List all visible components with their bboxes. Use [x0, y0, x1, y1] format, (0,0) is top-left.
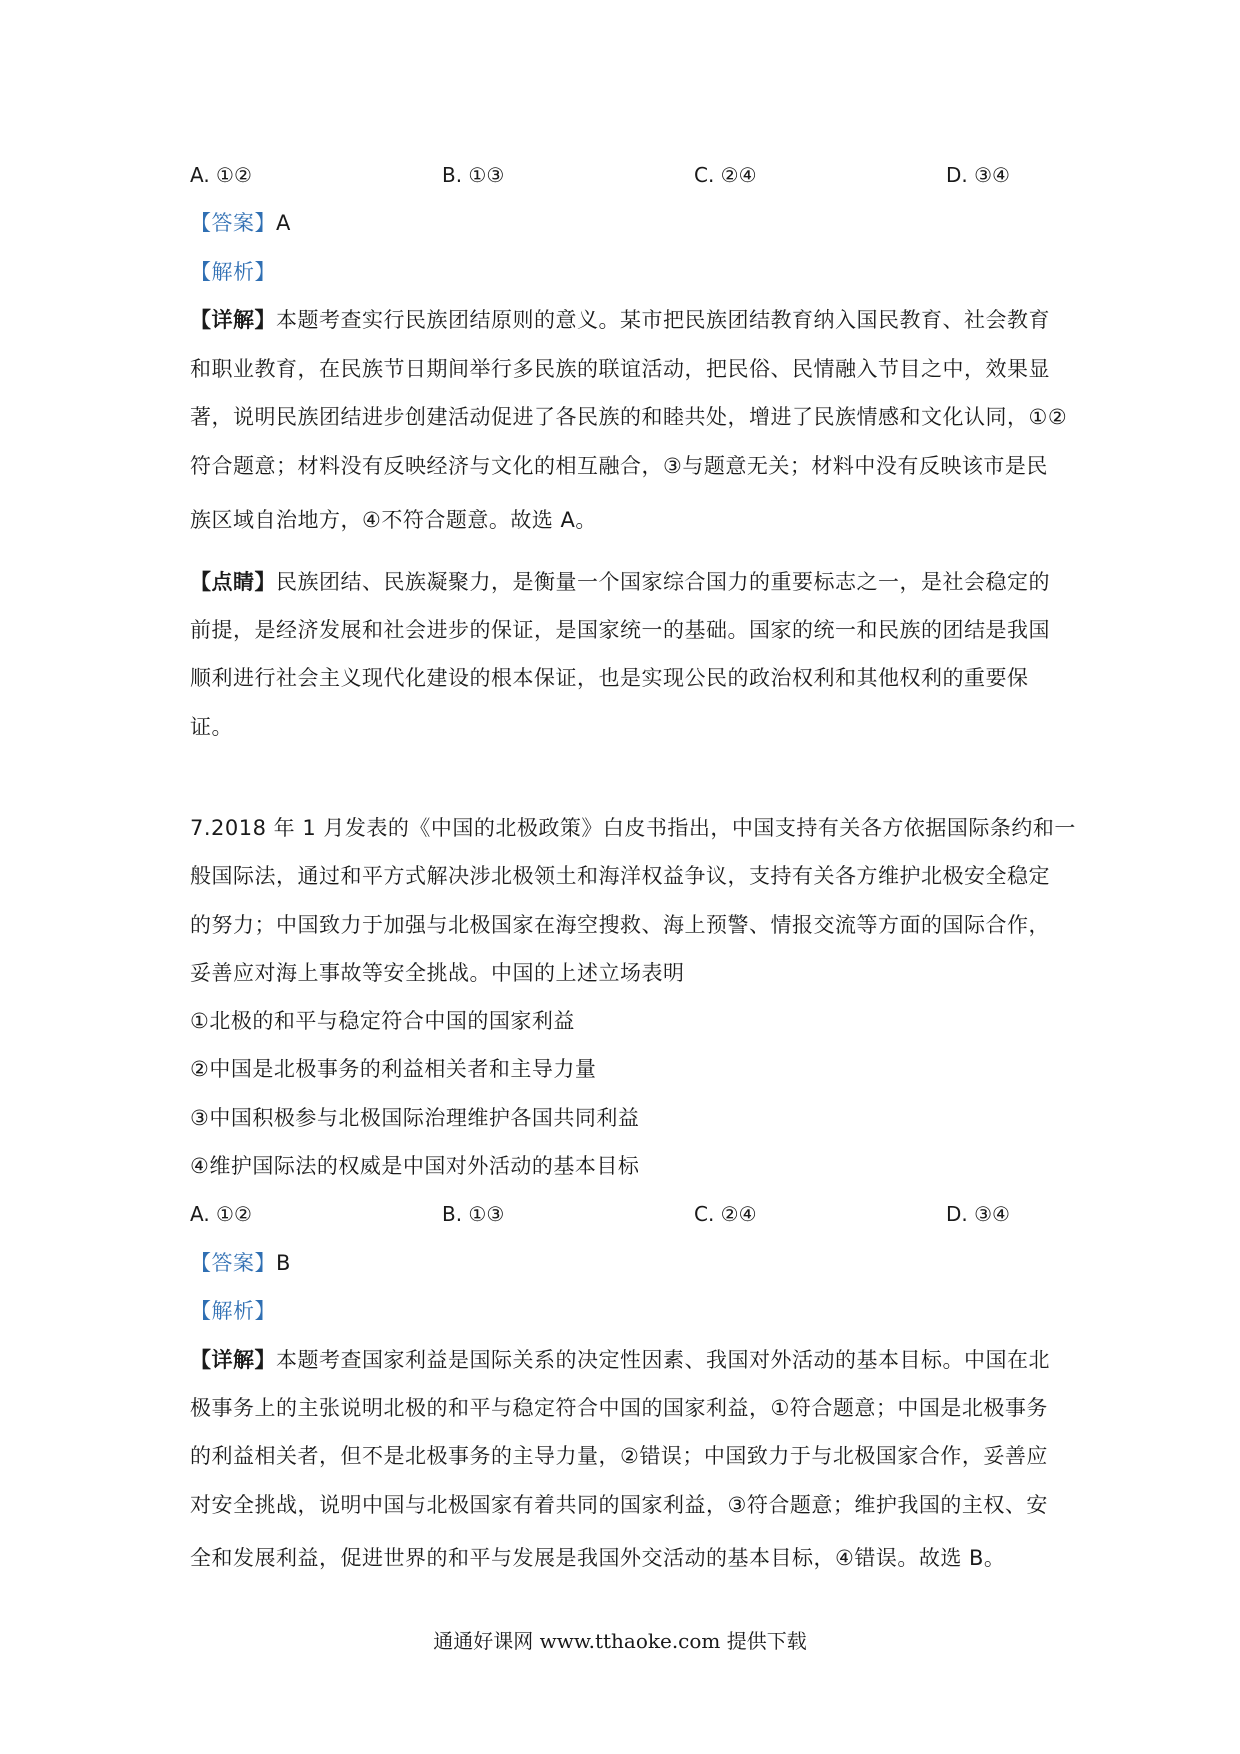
q7-option-a: A. ①② — [190, 1202, 252, 1226]
q7-option-c: C. ②④ — [694, 1202, 757, 1226]
q6-detail-line — [190, 305, 1056, 335]
q7-detail-line — [190, 1345, 1056, 1375]
q7-statement: ②中国是北极事务的利益相关者和主导力量 — [190, 1057, 597, 1081]
q7-option-d: D. ③④ — [946, 1202, 1010, 1226]
q6-detail-line: 族区域自治地方，④不符合题意。故选 A。 — [190, 508, 597, 532]
q6-key-line — [190, 567, 1056, 597]
q6-key-line: 证。 — [190, 715, 233, 739]
q7-answer — [190, 1248, 1056, 1278]
q7-detail-line: 对安全挑战，说明中国与北极国家有着共同的国家利益，③符合题意；维护我国的主权、安 — [190, 1493, 1048, 1517]
q7-stem-line: 7.2018 年 1 月发表的《中国的北极政策》白皮书指出，中国支持有关各方依据国际条约和一 — [190, 816, 1076, 840]
q7-analysis-tag: 【解析】 — [190, 1299, 276, 1323]
answer-value: B — [276, 1251, 291, 1275]
page-footer: 通通好课网 www.tthaoke.com 提供下载 — [433, 1629, 807, 1653]
answer-value: A — [276, 211, 291, 235]
q7-stem-line: 妥善应对海上事故等安全挑战。中国的上述立场表明 — [190, 961, 685, 985]
detail-text: 本题考查实行民族团结原则的意义。某市把民族团结教育纳入国民教育、社会教育 — [276, 308, 1050, 332]
q6-detail-line: 著，说明民族团结进步创建活动促进了各民族的和睦共处，增进了民族情感和文化认同，①② — [190, 405, 1068, 429]
q6-key-line: 前提，是经济发展和社会进步的保证，是国家统一的基础。国家的统一和民族的团结是我国 — [190, 618, 1050, 642]
detail-text: 本题考查国家利益是国际关系的决定性因素、我国对外活动的基本目标。中国在北 — [276, 1348, 1050, 1372]
q7-detail-line: 的利益相关者，但不是北极事务的主导力量，②错误；中国致力于与北极国家合作，妥善应 — [190, 1444, 1048, 1468]
detail-tag: 【详解】 — [190, 1348, 276, 1372]
q6-option-a: A. ①② — [190, 163, 252, 187]
key-tag: 【点睛】 — [190, 570, 276, 594]
q7-detail-line: 全和发展利益，促进世界的和平与发展是我国外交活动的基本目标，④错误。故选 B。 — [190, 1546, 1006, 1570]
q7-stem-line: 般国际法，通过和平方式解决涉北极领土和海洋权益争议，支持有关各方维护北极安全稳定 — [190, 864, 1050, 888]
q7-statement: ③中国积极参与北极国际治理维护各国共同利益 — [190, 1106, 640, 1130]
q6-answer — [190, 208, 1056, 238]
q6-option-d: D. ③④ — [946, 163, 1010, 187]
q7-statement: ①北极的和平与稳定符合中国的国家利益 — [190, 1009, 575, 1033]
q6-key-line: 顺利进行社会主义现代化建设的根本保证，也是实现公民的政治权利和其他权利的重要保 — [190, 666, 1029, 690]
answer-tag: 【答案】 — [190, 211, 276, 235]
q6-option-c: C. ②④ — [694, 163, 757, 187]
q7-detail-line: 极事务上的主张说明北极的和平与稳定符合中国的国家利益，①符合题意；中国是北极事务 — [190, 1396, 1048, 1420]
q6-analysis-tag: 【解析】 — [190, 260, 276, 284]
key-text: 民族团结、民族凝聚力，是衡量一个国家综合国力的重要标志之一，是社会稳定的 — [276, 570, 1050, 594]
q6-option-b: B. ①③ — [442, 163, 505, 187]
q6-detail-line: 符合题意；材料没有反映经济与文化的相互融合，③与题意无关；材料中没有反映该市是民 — [190, 454, 1048, 478]
q7-statement: ④维护国际法的权威是中国对外活动的基本目标 — [190, 1154, 640, 1178]
detail-tag: 【详解】 — [190, 308, 276, 332]
answer-tag: 【答案】 — [190, 1251, 276, 1275]
q7-option-b: B. ①③ — [442, 1202, 505, 1226]
q7-stem-line: 的努力；中国致力于加强与北极国家在海空搜救、海上预警、情报交流等方面的国际合作， — [190, 913, 1050, 937]
q6-detail-line: 和职业教育，在民族节日期间举行多民族的联谊活动，把民俗、民情融入节目之中，效果显 — [190, 357, 1050, 381]
